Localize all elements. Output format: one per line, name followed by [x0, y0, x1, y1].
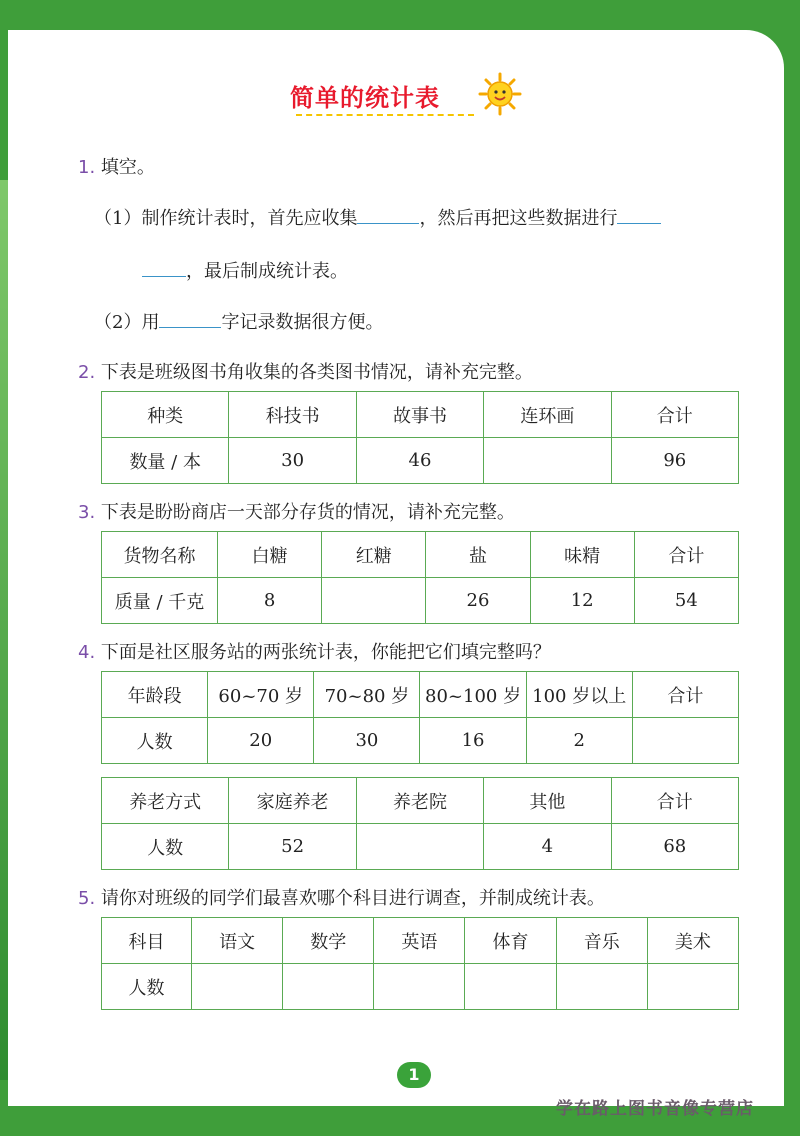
page-number-badge: 1: [397, 1062, 431, 1088]
table-cell: 20: [208, 718, 314, 764]
table-cell: 科目: [102, 918, 192, 964]
question-5: [78, 884, 605, 910]
answer-blank[interactable]: [357, 205, 419, 224]
table-cell: 80~100 岁: [420, 672, 526, 718]
table-cell: 其他: [484, 778, 611, 824]
answer-cell[interactable]: [556, 964, 647, 1010]
table-cell: 英语: [374, 918, 465, 964]
question-1: [78, 153, 155, 179]
table-cell: 养老方式: [102, 778, 229, 824]
table-cell: 合计: [611, 392, 738, 438]
answer-cell[interactable]: [484, 438, 611, 484]
question-4: [78, 638, 551, 664]
table-row: [102, 918, 739, 964]
question-3: [78, 498, 515, 524]
table-cell: 96: [611, 438, 738, 484]
table-cell: 合计: [634, 532, 738, 578]
question-1-part-1-cont: [142, 257, 348, 283]
table-row: [102, 824, 739, 870]
table-cell: 种类: [102, 392, 229, 438]
answer-cell[interactable]: [283, 964, 374, 1010]
table-cell: 2: [526, 718, 632, 764]
table-cell: 连环画: [484, 392, 611, 438]
question-number: 3.: [78, 502, 96, 523]
table-row: [102, 438, 739, 484]
table-cell: 数量 / 本: [102, 438, 229, 484]
table-cell: 红糖: [322, 532, 426, 578]
elderly-care-table: [101, 777, 739, 870]
table-cell: 故事书: [356, 392, 483, 438]
table-cell: 52: [229, 824, 356, 870]
subject-survey-table: [101, 917, 739, 1010]
table-cell: 16: [420, 718, 526, 764]
answer-cell[interactable]: [192, 964, 283, 1010]
table-cell: 体育: [465, 918, 556, 964]
table-cell: 养老院: [356, 778, 483, 824]
table-cell: 12: [530, 578, 634, 624]
question-number: 5.: [78, 888, 96, 909]
table-cell: 家庭养老: [229, 778, 356, 824]
inventory-table: [101, 531, 739, 624]
table-cell: 数学: [283, 918, 374, 964]
table-row: [102, 778, 739, 824]
table-cell: 白糖: [218, 532, 322, 578]
table-cell: 26: [426, 578, 530, 624]
table-cell: 54: [634, 578, 738, 624]
table-cell: 质量 / 千克: [102, 578, 218, 624]
part-text: （2）用: [94, 312, 160, 333]
title-block: [290, 78, 440, 118]
table-cell: 盐: [426, 532, 530, 578]
answer-cell[interactable]: [465, 964, 556, 1010]
page-title: 简单的统计表: [290, 84, 440, 112]
title-underline: [296, 114, 474, 116]
table-row: [102, 964, 739, 1010]
table-cell: 60~70 岁: [208, 672, 314, 718]
table-row: [102, 392, 739, 438]
table-cell: 美术: [647, 918, 738, 964]
sun-icon: [478, 72, 522, 116]
table-cell: 语文: [192, 918, 283, 964]
question-number: 4.: [78, 642, 96, 663]
table-cell: 4: [484, 824, 611, 870]
table-row: [102, 578, 739, 624]
answer-cell[interactable]: [356, 824, 483, 870]
table-cell: 68: [611, 824, 738, 870]
question-2: [78, 358, 533, 384]
table-cell: 年龄段: [102, 672, 208, 718]
age-table: [101, 671, 739, 764]
answer-blank[interactable]: [617, 205, 661, 224]
table-cell: 音乐: [556, 918, 647, 964]
table-cell: 70~80 岁: [314, 672, 420, 718]
question-text: 请你对班级的同学们最喜欢哪个科目进行调查，并制成统计表。: [100, 888, 605, 909]
table-cell: 100 岁以上: [526, 672, 632, 718]
question-1-part-1: [94, 204, 661, 230]
answer-blank[interactable]: [159, 309, 221, 328]
table-cell: 人数: [102, 718, 208, 764]
question-text: 下表是盼盼商店一天部分存货的情况，请补充完整。: [100, 502, 515, 523]
table-row: [102, 532, 739, 578]
table-cell: 科技书: [229, 392, 356, 438]
table-cell: 味精: [530, 532, 634, 578]
question-text: 下面是社区服务站的两张统计表，你能把它们填完整吗？: [100, 642, 551, 663]
answer-blank[interactable]: [142, 258, 186, 277]
table-cell: 合计: [611, 778, 738, 824]
table-cell: 8: [218, 578, 322, 624]
question-text: 下表是班级图书角收集的各类图书情况，请补充完整。: [100, 362, 533, 383]
question-1-part-2: [94, 308, 383, 334]
table-cell: 合计: [632, 672, 738, 718]
part-text: ，最后制成统计表。: [186, 261, 348, 282]
part-text: ，然后再把这些数据进行: [419, 208, 618, 229]
table-cell: 46: [356, 438, 483, 484]
question-text: 填空。: [100, 157, 155, 178]
question-number: 1.: [78, 157, 96, 178]
table-cell: 货物名称: [102, 532, 218, 578]
part-text: 字记录数据很方便。: [221, 312, 384, 333]
question-number: 2.: [78, 362, 96, 383]
table-row: [102, 718, 739, 764]
answer-cell[interactable]: [647, 964, 738, 1010]
answer-cell[interactable]: [374, 964, 465, 1010]
table-row: [102, 672, 739, 718]
table-cell: 30: [229, 438, 356, 484]
table-cell: 人数: [102, 964, 192, 1010]
table-cell: 30: [314, 718, 420, 764]
answer-cell[interactable]: [322, 578, 426, 624]
book-table: [101, 391, 739, 484]
store-watermark: 学在路上图书音像专营店: [556, 1099, 754, 1119]
part-text: （1）制作统计表时，首先应收集: [94, 208, 358, 229]
answer-cell[interactable]: [632, 718, 738, 764]
table-cell: 人数: [102, 824, 229, 870]
